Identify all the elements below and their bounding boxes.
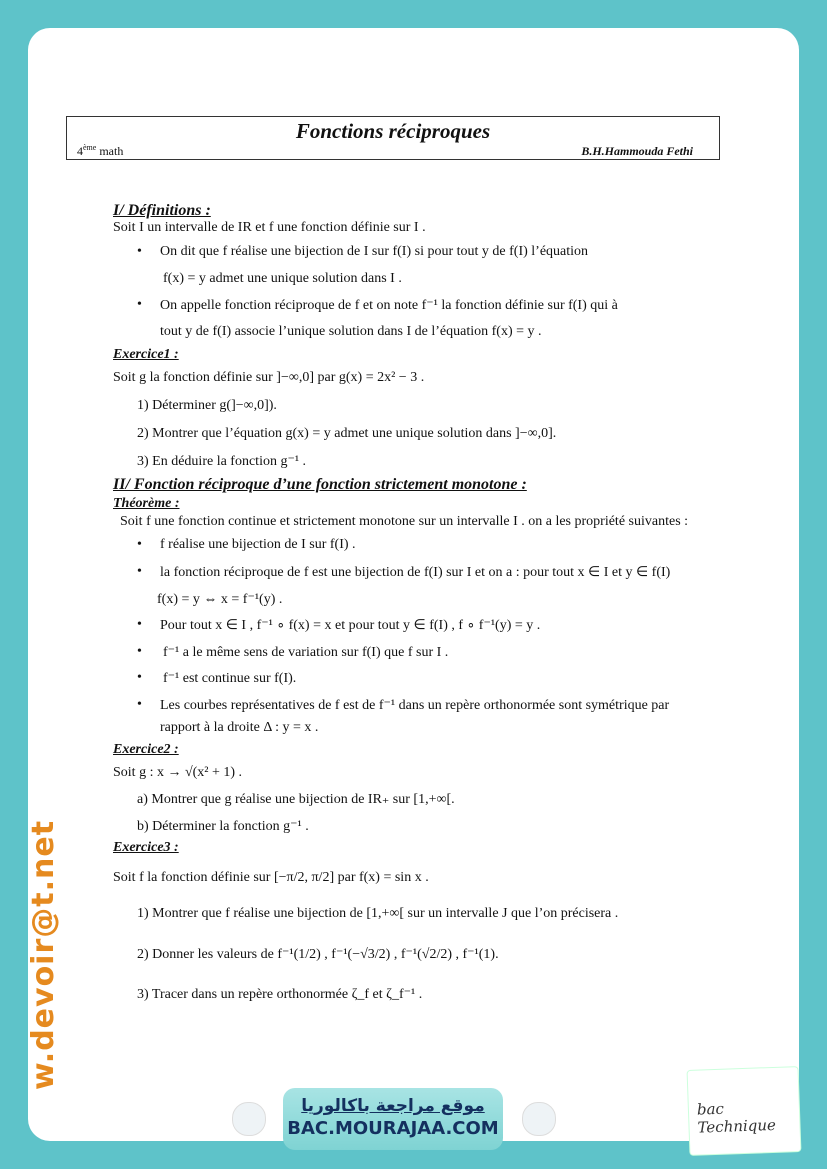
page-title: Fonctions réciproques (295, 119, 491, 143)
bullet: • (137, 244, 142, 259)
text-line: rapport à la droite Δ : y = x . (160, 720, 319, 735)
bac-technique-badge: bac Technique (687, 1066, 802, 1156)
text-line: b) Déterminer la fonction g⁻¹ . (137, 819, 309, 834)
text-line: 3) Tracer dans un repère orthonormée ζ_f et ζ_f⁻¹ . (137, 987, 423, 1002)
grade-label: 4ème math (77, 143, 124, 158)
text-line: Soit f la fonction définie sur [−π/2, π/2] par f(x) = sin x . (113, 870, 429, 885)
section-1-heading: I/ Définitions : (113, 202, 211, 219)
page (28, 28, 799, 1141)
exercise-2-heading: Exercice2 : (113, 742, 179, 757)
text-line: 2) Montrer que l’équation g(x) = y admet une unique solution dans ]−∞,0]. (137, 426, 557, 441)
text-line: f(x) = y ⇔ x = f⁻¹(y) . (157, 592, 283, 607)
text-line: Pour tout x ∈ I , f⁻¹ ∘ f(x) = x et pour tout y ∈ f(I) , f ∘ f⁻¹(y) = y . (160, 618, 541, 633)
bullet: • (137, 564, 142, 579)
bullet: • (137, 537, 142, 552)
watermark: w.devoir@t.net (26, 819, 61, 1090)
site-banner[interactable] (283, 1088, 503, 1150)
text-line: f⁻¹ a le même sens de variation sur f(I) que f sur I . (163, 645, 449, 660)
bullet: • (137, 644, 142, 659)
text-line: f(x) = y admet une unique solution dans I . (163, 271, 402, 286)
text-line: Soit g : x → √(x² + 1) . (113, 765, 243, 780)
section-2-heading: II/ Fonction réciproque d’une fonction strictement monotone : (113, 476, 527, 493)
text-line: f réalise une bijection de I sur f(I) . (160, 537, 356, 552)
text-line: Soit f une fonction continue et strictement monotone sur un intervalle I . on a les propriété suivantes : (120, 514, 689, 529)
text-line: tout y de f(I) associe l’unique solution dans I de l’équation f(x) = y . (160, 324, 542, 339)
bullet: • (137, 617, 142, 632)
bullet: • (137, 670, 142, 685)
logo-icon (232, 1102, 266, 1136)
banner-arabic: موقع مراجعة باكالوريا (301, 1096, 485, 1116)
logo-icon (522, 1102, 556, 1136)
text-line: Soit g la fonction définie sur ]−∞,0] par g(x) = 2x² − 3 . (113, 370, 425, 385)
text-line: la fonction réciproque de f est une bijection de f(I) sur I et on a : pour tout x ∈ I et y ∈ f(I) (160, 565, 671, 580)
text-line: Soit I un intervalle de IR et f une fonction définie sur I . (113, 220, 426, 235)
text-line: 1) Déterminer g(]−∞,0]). (137, 398, 277, 413)
text-line: On dit que f réalise une bijection de I sur f(I) si pour tout y de f(I) l’équation (160, 244, 589, 259)
bullet: • (137, 297, 142, 312)
text-line: 3) En déduire la fonction g⁻¹ . (137, 454, 307, 469)
bullet: • (137, 697, 142, 712)
text-line: f⁻¹ est continue sur f(I). (163, 671, 297, 686)
author: B.H.Hammouda Fethi (581, 144, 693, 158)
exercise-3-heading: Exercice3 : (113, 840, 179, 855)
exercise-1-heading: Exercice1 : (113, 347, 179, 362)
text-line: 2) Donner les valeurs de f⁻¹(1/2) , f⁻¹(−√3/2) , f⁻¹(√2/2) , f⁻¹(1). (137, 947, 499, 962)
header-box (66, 116, 720, 160)
banner-url: BAC.MOURAJAA.COM (287, 1118, 499, 1139)
text-line: On appelle fonction réciproque de f et on note f⁻¹ la fonction définie sur f(I) qui à (160, 298, 618, 313)
text-line: a) Montrer que g réalise une bijection de IR₊ sur [1,+∞[. (137, 792, 455, 807)
text-line: 1) Montrer que f réalise une bijection de [1,+∞[ sur un intervalle J que l’on précisera . (137, 906, 619, 921)
text-line: Les courbes représentatives de f est de f⁻¹ dans un repère orthonormée sont symétrique par (160, 698, 670, 713)
theorem-heading: Théorème : (113, 496, 180, 511)
